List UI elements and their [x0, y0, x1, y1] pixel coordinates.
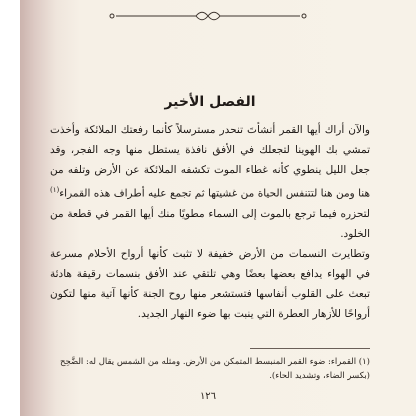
footnote-reference: (١): [50, 186, 60, 194]
page-number: ١٢٦: [199, 391, 217, 402]
paragraph-1-main: والآن أراك أيها القمر أنشأتَ تنحدر مسترسلاً كأنما رفعتك الملائكة وأخذت تمشي بك الهوينا لتجعلك في الأفق نافذة يستطل منها وجه الفجر، وقد جعل الليل ينطوي كأنه غطاء الموت تكشفه الملائكة عن الأرض وتلفه من هنا ومن هنا لتتنفس الحياة من غشيتها ثم تجمع عليه أطراف هذه القمراء: [50, 124, 370, 200]
footnote: (١) القمراء: ضوء القمر المنبسط المتمكن من الأرض. ومثله من الشمس يقال له: الضَّحِح (بكسر الضاء، وتشديد الحاء).: [60, 357, 370, 381]
main-text-block: [50, 92, 370, 324]
paragraph-2: وتطايرت النسمات من الأرض خفيفة لا تثبت كأنها أرواح الأحلام مسرعة في الهواء يدافع بعضها بعضًا وهي تلتقي عند الأفق بنسمات رقيقة هادئة تبعث على القلوب أنفاسها فتستشعر منها روح الجنة كأنها آتية منها لتكون أرواحًا للأزهار العطرة التي ينبت بها ضوء النهار الجديد.: [50, 247, 370, 320]
footnote-divider: [250, 348, 370, 349]
header-ornament: [100, 10, 316, 22]
body-text: [50, 120, 370, 324]
chapter-title: الفصل الأخير: [164, 94, 256, 110]
paragraph-1-tail: لتحزره فيما ترجع بالموت إلى السماء مطويًا منك أيها القمر في قطعة من الخلود.: [50, 207, 370, 240]
paragraph-1: [50, 120, 370, 244]
